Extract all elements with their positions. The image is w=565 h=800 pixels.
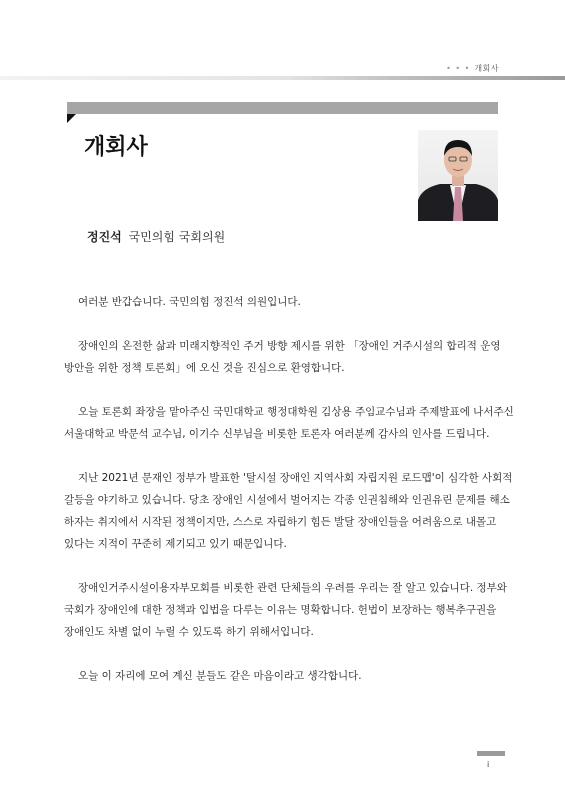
paragraph-line: 서울대학교 박문석 교수님, 이기수 신부님을 비롯한 토론자 여러분께 감사의 인사를 드립니다. [64, 428, 490, 440]
header-rule [0, 76, 565, 80]
paragraph-line: 국회가 장애인에 대한 정책과 입법을 다루는 이유는 명확합니다. 헌법이 보장하는 행복추구권을 [64, 604, 497, 616]
page-number: i [487, 760, 490, 769]
header-section-label: 개회사 [474, 64, 499, 73]
paragraph-line: 장애인도 차별 없이 누릴 수 있도록 하기 위해서입니다. [64, 626, 314, 638]
title-corner-mark [67, 114, 76, 123]
paragraph-line: 있다는 지적이 꾸준히 제기되고 있기 때문입니다. [64, 538, 287, 550]
paragraph-line: 방안을 위한 정책 토론회」에 오신 것을 진심으로 환영합니다. [64, 362, 345, 374]
paragraph-line: 오늘 이 자리에 모여 계신 분들도 같은 마음이라고 생각합니다. [78, 670, 362, 682]
portrait-image [418, 130, 498, 221]
author-affiliation: 국민의힘 국회의원 [128, 230, 226, 244]
paragraph-line: 지난 2021년 문재인 정부가 발표한 '탈시설 장애인 지역사회 자립지원 로드맵'이 심각한 사회적 [78, 472, 513, 484]
paragraph-line: 장애인거주시설이용자부모회를 비롯한 관련 단체들의 우려를 우리는 잘 알고 있습니다. 정부와 [78, 582, 507, 594]
running-header [446, 63, 499, 74]
paragraph-line: 여러분 반갑습니다. 국민의힘 정진석 의원입니다. [78, 296, 301, 308]
title-band [67, 102, 498, 114]
paragraph-line: 장애인의 온전한 삶과 미래지향적인 주거 방향 제시를 위한 「장애인 거주시설의 합리적 운영 [78, 340, 501, 352]
author-line [87, 228, 225, 245]
author-name: 정진석 [87, 230, 122, 244]
footer-bar [477, 751, 505, 756]
body-text [64, 291, 514, 687]
page-title: 개회사 [84, 135, 148, 160]
paragraph-line: 하자는 취지에서 시작된 정책이지만, 스스로 자립하기 힘든 발달 장애인들을 어려움으로 내몰고 [64, 516, 497, 528]
paragraph-line: 오늘 토론회 좌장을 맡아주신 국민대학교 행정대학원 김상용 주임교수님과 주제발표에 나서주신 [78, 406, 514, 418]
author-portrait [418, 130, 498, 221]
paragraph-line: 갈등을 야기하고 있습니다. 당초 장애인 시설에서 벌어지는 각종 인권침해와 인권유린 문제를 해소 [64, 494, 510, 506]
header-dots: • • • [446, 64, 471, 73]
